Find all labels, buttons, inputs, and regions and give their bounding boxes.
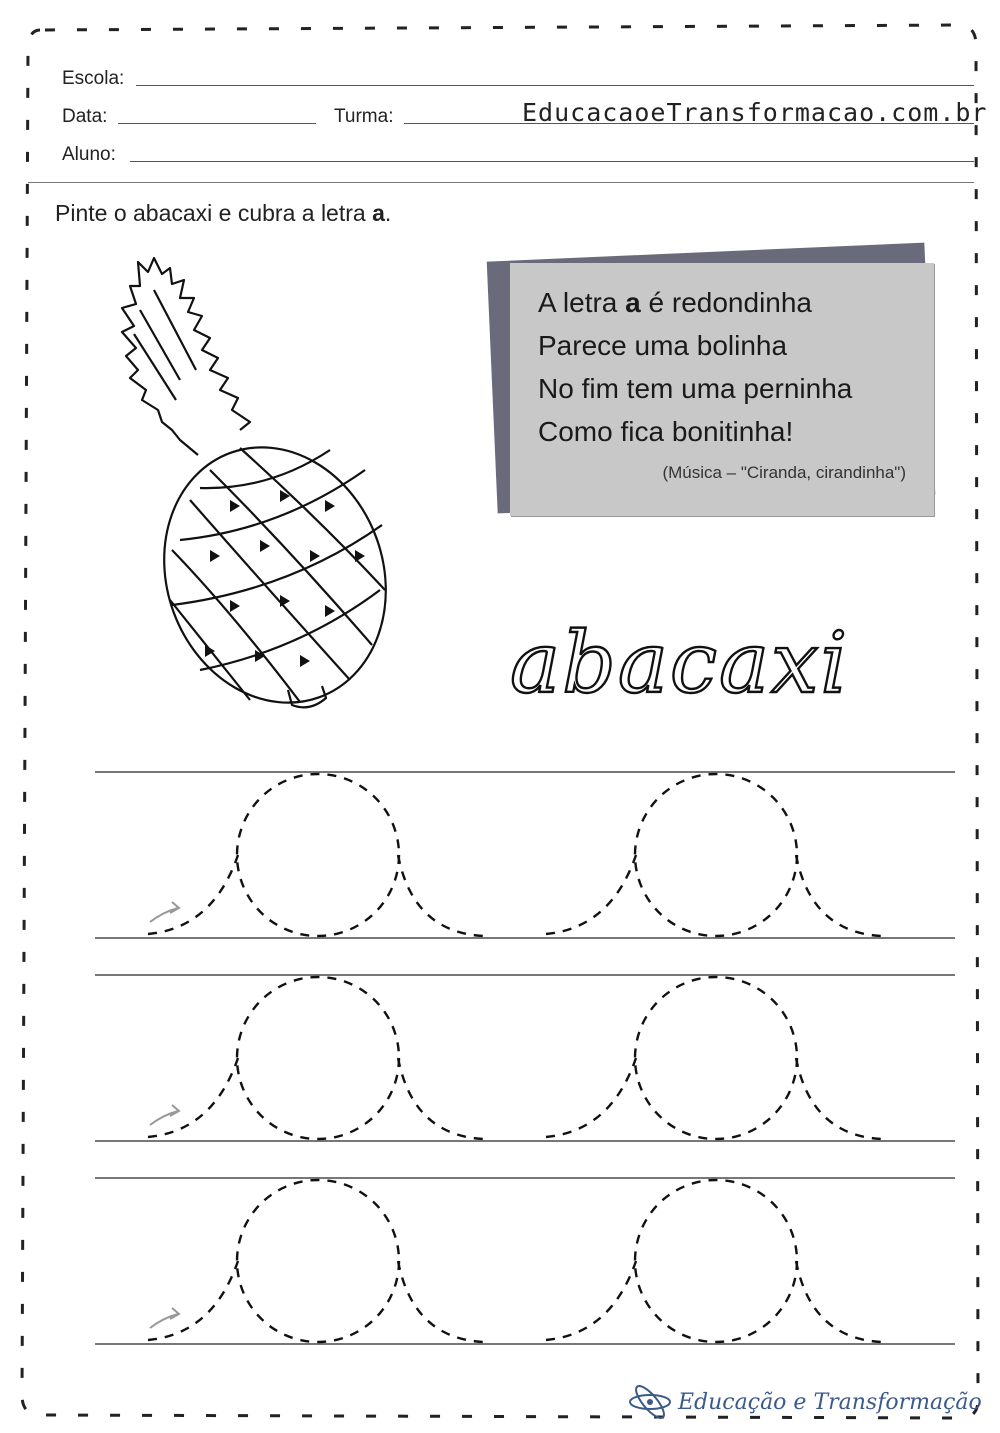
start-arrow-icon xyxy=(150,902,179,922)
turma-label: Turma: xyxy=(334,106,394,127)
poem-line-1: A letra a é redondinha xyxy=(538,287,813,318)
footer-brand xyxy=(628,1385,982,1419)
cursive-word-text: abacaxi xyxy=(510,614,850,710)
atom-logo-icon xyxy=(628,1385,672,1419)
tracing-letter-a[interactable] xyxy=(546,1180,881,1342)
tracing-letter-a[interactable] xyxy=(148,774,483,936)
start-arrow-icon xyxy=(150,1308,179,1328)
aluno-label: Aluno: xyxy=(62,144,116,165)
escola-label: Escola: xyxy=(62,68,125,89)
instruction-text: Pinte o abacaxi e cubra a letra a. xyxy=(55,200,392,226)
tracing-letter-a[interactable] xyxy=(148,977,483,1139)
tracing-letter-a[interactable] xyxy=(546,977,881,1139)
poem-line-3: No fim tem uma perninha xyxy=(538,373,853,404)
tracing-letter-a[interactable] xyxy=(546,774,881,936)
data-label: Data: xyxy=(62,106,108,127)
footer-brand-text: Educação e Transformação xyxy=(678,1389,982,1415)
poem-credit: (Música – "Ciranda, cirandinha") xyxy=(662,463,906,482)
start-arrow-icon xyxy=(150,1105,179,1125)
tracing-letter-a[interactable] xyxy=(148,1180,483,1342)
poem-line-4: Como fica bonitinha! xyxy=(538,416,794,447)
site-url: EducacaoeTransformacao.com.br xyxy=(522,98,988,127)
poem-line-2: Parece uma bolinha xyxy=(538,330,788,361)
